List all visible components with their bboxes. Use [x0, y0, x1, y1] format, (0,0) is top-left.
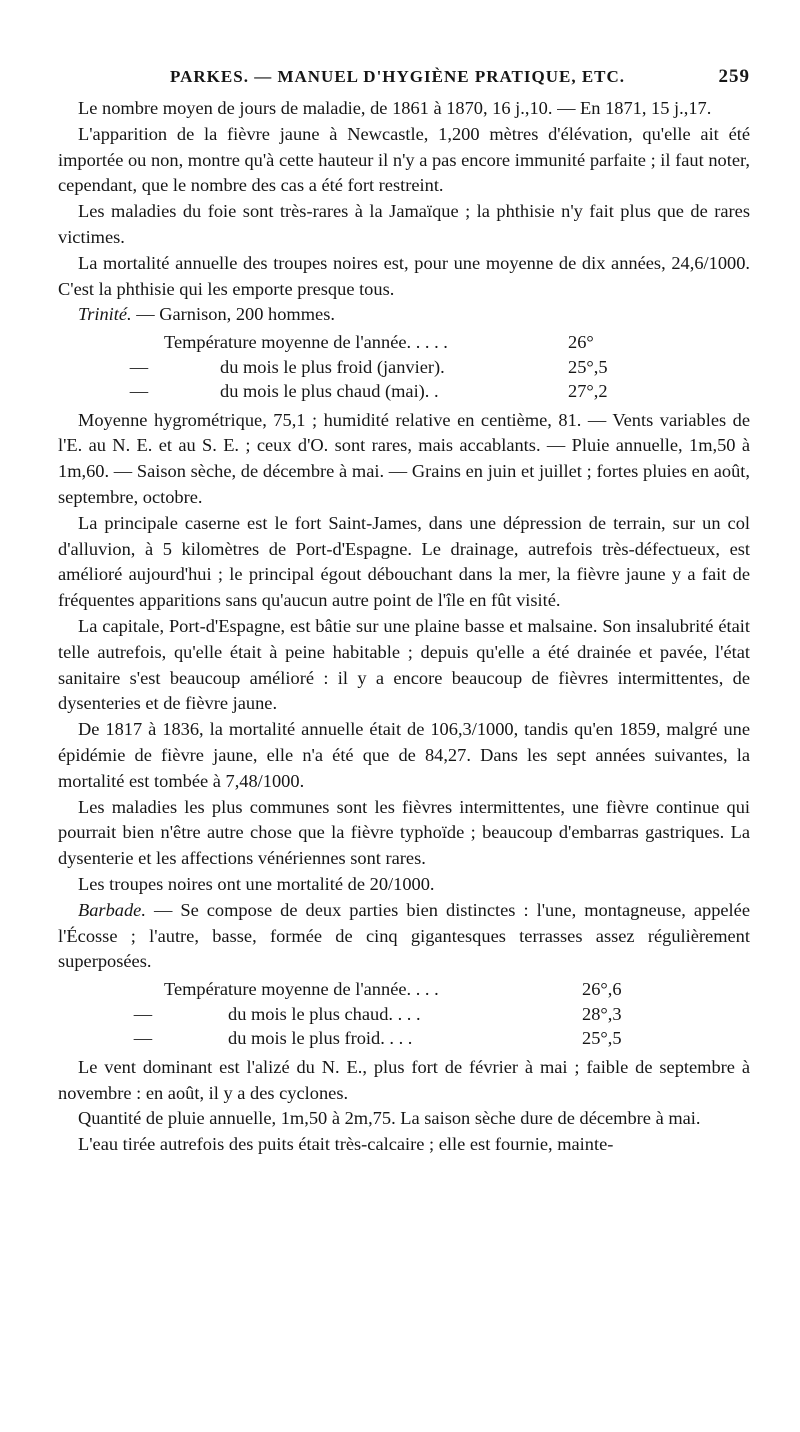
row-value: 26°,6: [582, 979, 622, 1000]
running-header: [58, 66, 750, 96]
table-row: [58, 355, 750, 380]
row-value: 26°: [568, 332, 594, 353]
row-label: Température moyenne de l'année. . . . .: [164, 332, 448, 353]
paragraph-text: — Garnison, 200 hommes.: [131, 304, 335, 325]
book-page: [58, 66, 750, 1158]
paragraph: Moyenne hygrométrique, 75,1 ; humidité relative en centième, 81. — Vents variables de l'E. au N. E. et au S. E. ; ceux d'O. sont rares, mais accablants. — Pluie annuelle, 1m,50 à 1m,60. — Saison sèche, de décembre à mai. — Grains en juin et juillet ; fortes pluies en août, septembre, octobre.: [58, 409, 750, 508]
row-label: Température moyenne de l'année. . . .: [164, 979, 439, 1000]
row-label: du mois le plus chaud (mai). .: [220, 381, 439, 402]
paragraph: Le nombre moyen de jours de maladie, de 1861 à 1870, 16 j.,10. — En 1871, 15 j.,17.: [78, 98, 712, 118]
table-row: [58, 330, 750, 355]
paragraph: Les maladies les plus communes sont les fièvres intermittentes, une fièvre continue qui pourrait bien n'être autre chose que la fièvre typhoïde ; beaucoup d'embarras gastriques. La dysenterie et les affections vénériennes sont rares.: [58, 796, 750, 869]
paragraph: L'eau tirée autrefois des puits était très-calcaire ; elle est fournie, mainte-: [78, 1134, 614, 1155]
paragraph: Le vent dominant est l'alizé du N. E., plus fort de février à mai ; faible de septembre à novembre : en août, il y a des cyclones.: [58, 1056, 750, 1103]
paragraph: Quantité de pluie annuelle, 1m,50 à 2m,75. La saison sèche dure de décembre à mai.: [78, 1108, 701, 1129]
row-label: du mois le plus froid (janvier).: [220, 356, 445, 377]
paragraph: La capitale, Port-d'Espagne, est bâtie sur une plaine basse et malsaine. Son insalubrité était telle autrefois, qu'elle était à peine habitable ; depuis qu'elle a été drainée et pavée, l'état sanitaire s'est beaucoup amélioré : il y a encore beaucoup de fièvres intermittentes, de dysenteries et de fièvre jaune.: [58, 616, 750, 714]
row-value: 28°,3: [582, 1003, 622, 1024]
paragraph: De 1817 à 1836, la mortalité annuelle était de 106,3/1000, tandis qu'en 1859, malgré une épidémie de fièvre jaune, elle n'a été que de 84,27. Dans les sept années suivantes, la mortalité est tombée à 7,48/1000.: [58, 719, 750, 791]
ditto-mark: —: [129, 356, 149, 377]
row-value: 25°,5: [582, 1028, 622, 1049]
section-heading-trinite: [58, 302, 750, 328]
table-row: [58, 379, 750, 404]
page-number: 259: [718, 66, 750, 87]
table-row: [58, 977, 750, 1002]
row-label: du mois le plus froid. . . .: [228, 1028, 413, 1049]
paragraph-text: — Se compose de deux parties bien distinctes : l'une, montagneuse, appelée l'Écosse ; l'autre, basse, formée de cinq gigantesques terrasses assez régulièrement superposées.: [58, 899, 750, 972]
paragraph: Les troupes noires ont une mortalité de 20/1000.: [78, 874, 435, 895]
temperature-table-barbade: [58, 977, 750, 1051]
place-name: Barbade.: [78, 899, 146, 920]
table-row: [58, 1002, 750, 1027]
row-label: du mois le plus chaud. . . .: [228, 1003, 421, 1024]
paragraph: Les maladies du foie sont très-rares à la Jamaïque ; la phthisie n'y fait plus que de rares victimes.: [58, 201, 750, 247]
running-title: PARKES. — MANUEL D'HYGIÈNE PRATIQUE, ETC.: [170, 67, 626, 86]
ditto-mark: —: [133, 1003, 153, 1024]
ditto-mark: —: [129, 381, 149, 402]
row-value: 27°,2: [568, 381, 608, 402]
paragraph: La mortalité annuelle des troupes noires est, pour une moyenne de dix années, 24,6/1000. C'est la phthisie qui les emporte presque tous.: [58, 252, 750, 299]
row-value: 25°,5: [568, 356, 608, 377]
temperature-table-trinite: [58, 330, 750, 404]
paragraph: L'apparition de la fièvre jaune à Newcastle, 1,200 mètres d'élévation, qu'elle ait été importée ou non, montre qu'à cette hauteur il n'y a pas encore immunité parfaite ; il faut noter, cependant, que le nombre des cas a été fort restreint.: [58, 123, 750, 196]
section-heading-barbade: [58, 898, 750, 975]
ditto-mark: —: [133, 1028, 153, 1049]
table-row: [58, 1026, 750, 1051]
place-name: Trinité.: [78, 304, 132, 325]
paragraph: La principale caserne est le fort Saint-James, dans une dépression de terrain, sur un col d'alluvion, à 5 kilomètres de Port-d'Espagne. Le drainage, autrefois très-défectueux, est amélioré aujourd'hui ; le principal égout débouchant dans la mer, la fièvre jaune y a fait de fréquentes apparitions sans qu'aucun autre point de l'île en fût visité.: [58, 512, 750, 611]
